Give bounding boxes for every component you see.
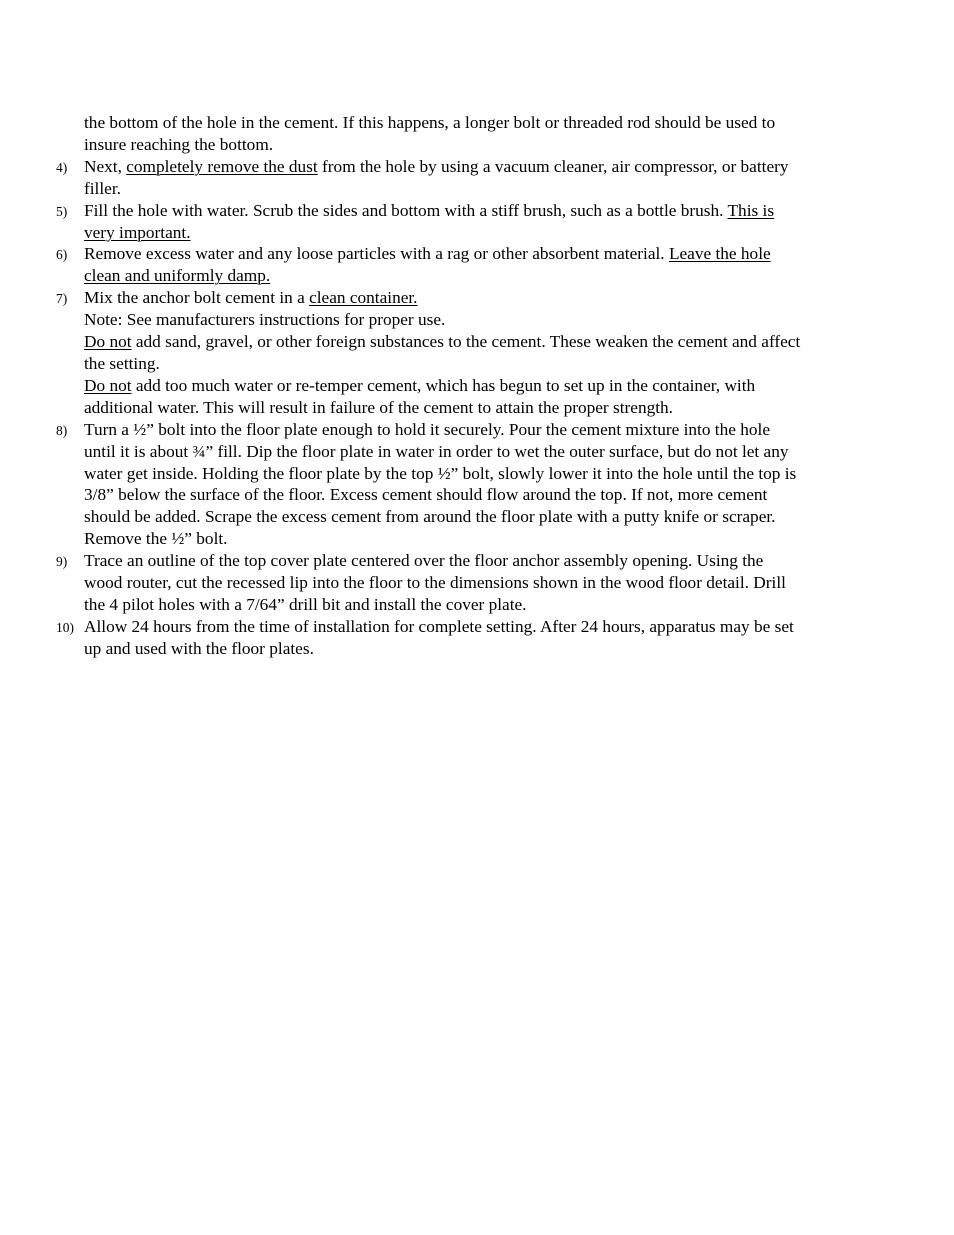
text-line: [84, 243, 884, 265]
text-segment: additional water. This will result in failure of the cement to attain the proper strength.: [84, 397, 673, 417]
step-item: [56, 550, 884, 616]
step-number: 6): [56, 247, 68, 263]
text-line: [84, 287, 884, 309]
text-line: [84, 353, 884, 375]
text-segment: Next,: [84, 156, 127, 176]
step-item: [56, 200, 884, 244]
text-line: [84, 638, 884, 660]
text-line: [84, 616, 884, 638]
text-segment: add sand, gravel, or other foreign substances to the cement. These weaken the cement and affect: [131, 332, 801, 352]
text-segment: the 4 pilot holes with a 7/64” drill bit and install the cover plate.: [84, 594, 527, 614]
text-segment: Remove the ½” bolt.: [84, 529, 228, 549]
text-segment: until it is about ¾” fill. Dip the floor plate in water in order to wet the outer surface, but do not let any: [84, 441, 789, 461]
text-line: [84, 134, 884, 156]
underlined-emphasis: completely remove the dust: [126, 156, 318, 176]
text-line: [84, 506, 884, 528]
text-segment: add too much water or re-temper cement, which has begun to set up in the container, with: [131, 375, 756, 395]
text-segment: Note: See manufacturers instructions for proper use.: [84, 310, 446, 330]
text-line: [84, 463, 884, 485]
text-line: [84, 484, 884, 506]
text-line: [84, 397, 884, 419]
text-line: [84, 331, 884, 353]
step-number: 10): [56, 619, 74, 635]
text-line: [84, 200, 884, 222]
step-item: [56, 243, 884, 287]
step-item: [56, 156, 884, 200]
text-line: [84, 178, 884, 200]
text-segment: water get inside. Holding the floor plate by the top ½” bolt, slowly lower it into the hole until the top is: [84, 463, 797, 483]
underlined-emphasis: This is: [727, 200, 775, 220]
text-line: [84, 441, 884, 463]
text-segment: Fill the hole with water. Scrub the sides and bottom with a stiff brush, such as a bottle brush.: [84, 200, 728, 220]
text-segment: Trace an outline of the top cover plate centered over the floor anchor assembly opening. Using the: [84, 551, 764, 571]
text-segment: Allow 24 hours from the time of installation for complete setting. After 24 hours, apparatus may be set: [84, 616, 794, 636]
text-segment: Mix the anchor bolt cement in a: [84, 288, 310, 308]
instructions-body: [56, 112, 884, 660]
continuation-paragraph: [84, 112, 884, 156]
text-line: [84, 528, 884, 550]
step-number: 4): [56, 159, 68, 175]
text-line: [84, 112, 884, 134]
step-number: 9): [56, 554, 68, 570]
text-line: [84, 265, 884, 287]
text-segment: Turn a ½” bolt into the floor plate enough to hold it securely. Pour the cement mixture into the hole: [84, 419, 770, 439]
numbered-steps-list: [56, 156, 884, 660]
text-segment: wood router, cut the recessed lip into the floor to the dimensions shown in the wood floor detail. Drill: [84, 573, 786, 593]
text-segment: 3/8” below the surface of the floor. Excess cement should flow around the top. If not, more cement: [84, 485, 768, 505]
step-item: [56, 419, 884, 550]
text-segment: the setting.: [84, 353, 160, 373]
text-segment: should be added. Scrape the excess cement from around the floor plate with a putty knife or scraper.: [84, 507, 776, 527]
text-line: [84, 222, 884, 244]
text-line: [84, 419, 884, 441]
text-line: [84, 550, 884, 572]
step-number: 8): [56, 422, 68, 438]
text-segment: from the hole by using a vacuum cleaner, air compressor, or battery: [317, 156, 789, 176]
text-line: [84, 572, 884, 594]
underlined-emphasis: Do not: [84, 375, 132, 395]
text-line: [84, 156, 884, 178]
underlined-emphasis: clean and uniformly damp.: [84, 266, 271, 286]
underlined-emphasis: clean container.: [309, 288, 418, 308]
text-line: [84, 375, 884, 397]
step-number: 7): [56, 291, 68, 307]
text-segment: Remove excess water and any loose particles with a rag or other absorbent material.: [84, 244, 669, 264]
text-line: [84, 309, 884, 331]
underlined-emphasis: Leave the hole: [668, 244, 771, 264]
text-line: [84, 594, 884, 616]
text-segment: filler.: [84, 178, 121, 198]
text-segment: insure reaching the bottom.: [84, 134, 274, 154]
step-item: [56, 287, 884, 418]
text-segment: up and used with the floor plates.: [84, 638, 314, 658]
text-segment: the bottom of the hole in the cement. If this happens, a longer bolt or threaded rod should be used to: [84, 113, 776, 132]
underlined-emphasis: very important.: [84, 222, 191, 242]
underlined-emphasis: Do not: [84, 332, 132, 352]
step-item: [56, 616, 884, 660]
step-number: 5): [56, 203, 68, 219]
